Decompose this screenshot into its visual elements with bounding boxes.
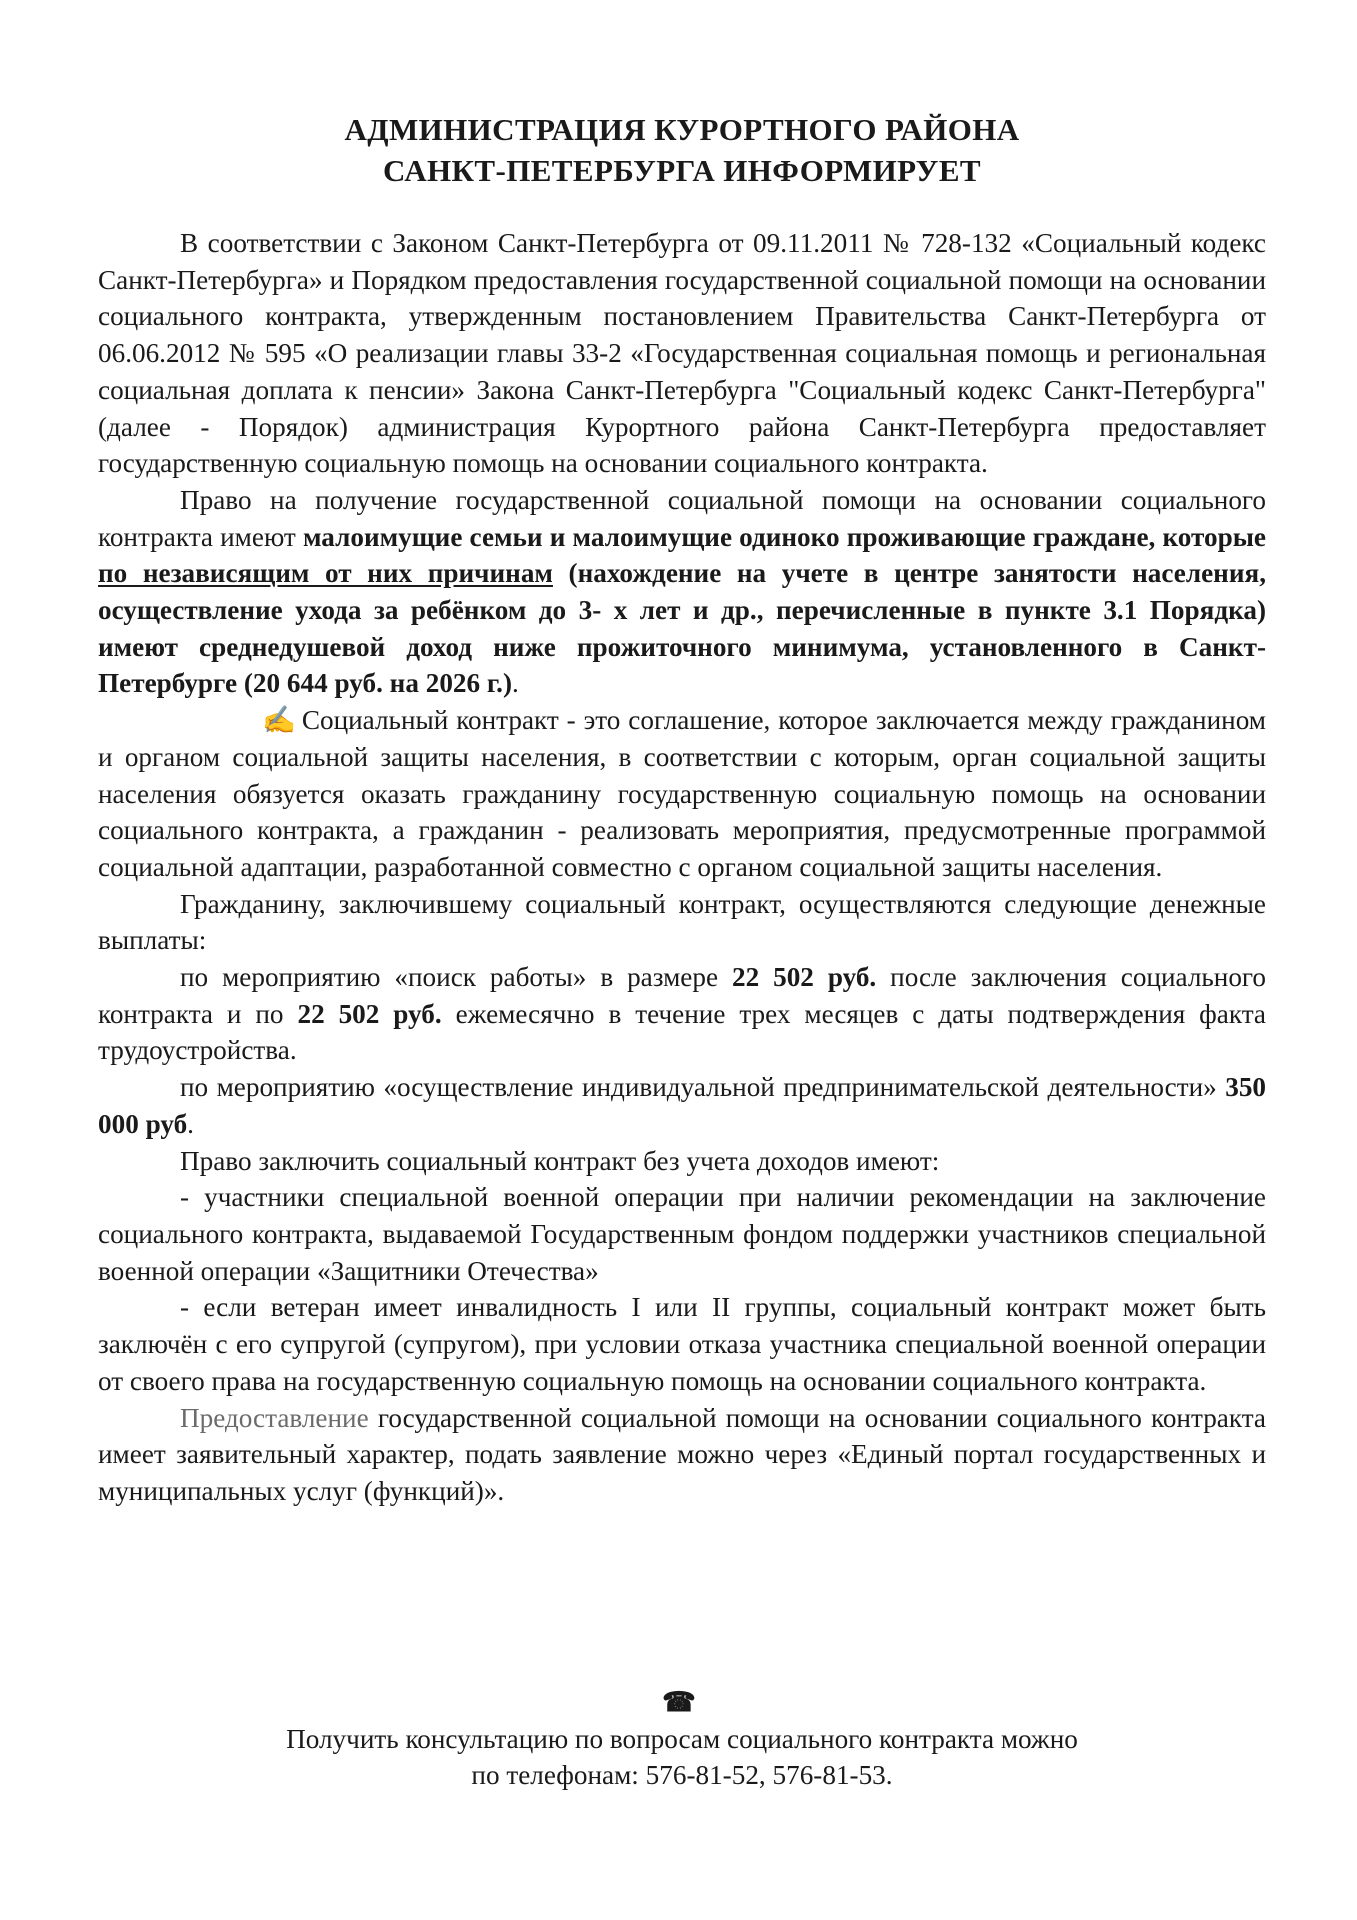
- paragraph-no-income-right: Право заключить социальный контракт без учета доходов имеют:: [180, 1145, 940, 1176]
- phone-icon: ☎: [662, 1687, 696, 1717]
- job-search-amount-2: 22 502 руб.: [297, 998, 442, 1029]
- eligibility-suffix: .: [512, 668, 519, 699]
- application-muted-word: Предоставление: [180, 1402, 369, 1433]
- job-search-e: ежемесячно в течение трех месяцев с даты подтверждения факта трудоустройства.: [98, 998, 1266, 1066]
- footer-line-1: [98, 1684, 1266, 1757]
- contract-definition-text: Социальный контракт - это соглашение, которое заключается между гражданином и органом социальной защиты населения, в соответствии с которым, орган социальной защиты населения обязуется оказать гражданину государственную социальную помощь на основании социального контракта, а гражданин - реализовать мероприятия, предусмотренные программой социальной адаптации, разработанной совместно с органом социальной защиты населения.: [98, 705, 1266, 882]
- paragraph-law-reference: В соответствии с Законом Санкт-Петербурга от 09.11.2011 № 728-132 «Социальный кодекс Санкт-Петербурга» и Порядком предоставления государственной социальной помощи на основании социального контракта, утвержденным постановлением Правительства Санкт-Петербурга от 06.06.2012 № 595 «О реализации главы 33-2 «Государственная социальная помощь и региональная социальная доплата к пенсии» Закона Санкт-Петербурга "Социальный кодекс Санкт-Петербурга" (далее - Порядок) администрация Курортного района Санкт-Петербурга предоставляет государственную социальную помощь на основании социального контракта.: [98, 228, 1266, 479]
- writing-hand-icon: ✍: [262, 705, 296, 736]
- footer-line-1-text: Получить консультацию по вопросам социального контракта можно: [286, 1723, 1078, 1754]
- document-body: [98, 225, 1266, 1510]
- consultation-footer: [98, 1684, 1266, 1794]
- job-search-amount-1: 22 502 руб.: [731, 962, 877, 993]
- job-search-a: по мероприятию «поиск работы» в размере: [180, 962, 732, 993]
- paragraph-svo-participants: - участники специальной военной операции при наличии рекомендации на заключение социального контракта, выдаваемой Государственным фондом поддержки участников специальной военной операции «Защитники Отечества»: [98, 1182, 1266, 1286]
- paragraph-eligibility: [98, 482, 1266, 702]
- paragraph-veteran-spouse: - если ветеран имеет инвалидность I или II группы, социальный контракт может быть заключён с его супругой (супругом), при условии отказа участника специальной военной операции от своего права на государственную социальную помощь на основании социального контракта.: [98, 1292, 1266, 1396]
- paragraph-business-payment: [98, 1069, 1266, 1142]
- application-text: государственной социальной помощи на основании социального контракта имеет заявительный характер, подать заявление можно через «Единый портал государственных и муниципальных услуг (функций)».: [98, 1402, 1266, 1506]
- footer-line-2: по телефонам: 576-81-52, 576-81-53.: [471, 1760, 893, 1791]
- business-a: по мероприятию «осуществление индивидуальной предпринимательской деятельности»: [180, 1072, 1226, 1103]
- paragraph-application: [98, 1400, 1266, 1510]
- paragraph-payments-intro: Гражданину, заключившему социальный контракт, осуществляются следующие денежные выплаты:: [98, 888, 1266, 956]
- paragraph-job-search-payment: [98, 959, 1266, 1069]
- eligibility-bold-1: малоимущие семьи и малоимущие одиноко проживающие граждане, которые: [302, 521, 1266, 552]
- title-line-1: АДМИНИСТРАЦИЯ КУРОРТНОГО РАЙОНА: [344, 112, 1020, 147]
- business-c: .: [187, 1108, 194, 1139]
- eligibility-prefix: Право на получение государственной социальной помощи на основании социального контракта имеют: [98, 484, 1266, 552]
- title-line-2: САНКТ-ПЕТЕРБУРГА ИНФОРМИРУЕТ: [382, 153, 981, 188]
- document-title: [98, 109, 1266, 191]
- eligibility-bold-2: (нахождение на учете в центре занятости населения, осуществление ухода за ребёнком до 3- х лет и др., перечисленные в пункте 3.1 Порядка) имеют среднедушевой доход ниже прожиточного минимума, установленного в Санкт-Петербурге (20 644 руб. на 2026 г.): [98, 558, 1267, 699]
- job-search-c: после заключения социального контракта и по: [98, 962, 1266, 1029]
- eligibility-underlined: по независящим от них причинам: [98, 558, 553, 589]
- paragraph-contract-definition: [98, 702, 1266, 886]
- business-amount: 350 000 руб: [98, 1072, 1266, 1139]
